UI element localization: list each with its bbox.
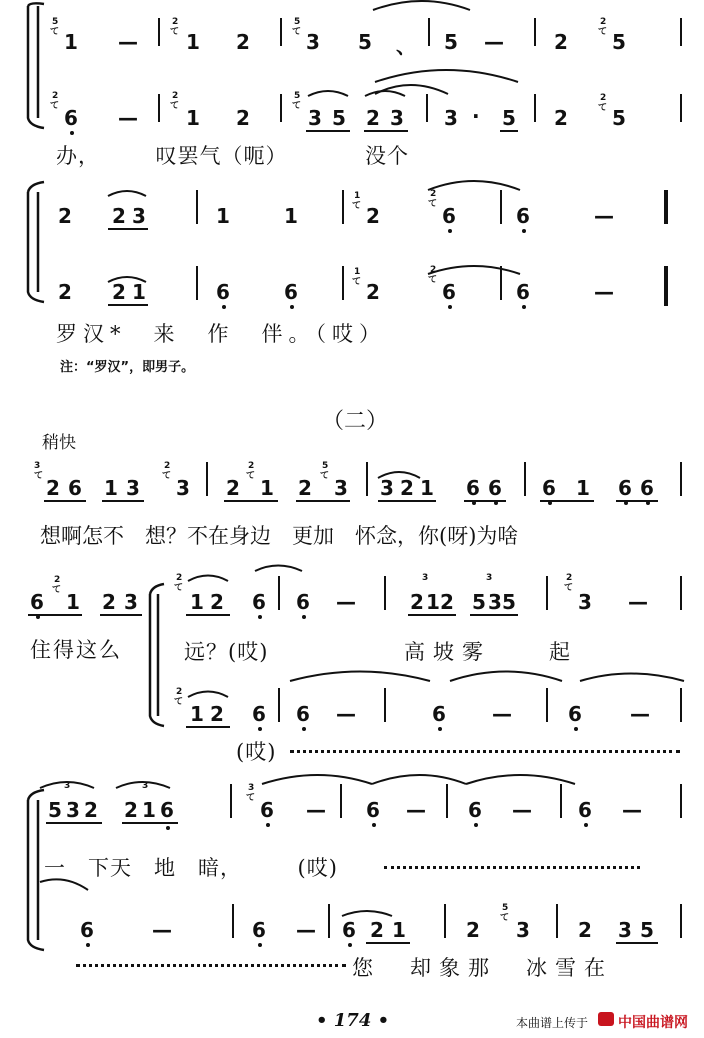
barline [280,94,282,122]
grace-note: 2 [430,265,437,275]
note: 6 [252,702,266,726]
barline [556,904,558,938]
low-dot [348,943,352,947]
dot-mark: · [472,104,480,128]
note: 5 [472,590,486,614]
note: 6 [252,918,266,942]
note: 6 [516,280,530,304]
note: 3 [126,476,140,500]
note: 6 [618,476,632,500]
continuation-dots [290,750,680,753]
lower-lyrics: (哎) [236,740,277,764]
grace-mark: て [500,913,510,923]
upper-lyrics: 远？(哎) [184,640,269,664]
grace-mark: て [292,27,302,37]
grace-mark: て [50,101,60,111]
barline [280,18,282,46]
note: 2 [236,30,250,54]
note: 2 [366,280,380,304]
low-dot [522,229,526,233]
section-title: （二） [322,409,389,434]
note: 2 [58,280,72,304]
note: 6 [466,476,480,500]
note: 6 [516,204,530,228]
note: 6 [432,702,446,726]
note: 6 [468,798,482,822]
note: 1 [392,918,406,942]
low-dot [574,727,578,731]
barline [680,784,682,818]
low-dot [258,727,262,731]
low-dot [448,229,452,233]
underline [100,614,142,616]
low-dot [372,823,376,827]
note: 6 [68,476,82,500]
note: 6 [640,476,654,500]
note: 6 [160,798,174,822]
barline [328,904,330,938]
grace-mark: て [170,101,180,111]
barline [500,266,502,300]
note: 1 [142,798,156,822]
low-dot [448,305,452,309]
low-dot [584,823,588,827]
dash: — [406,798,426,822]
note: 3 [132,204,146,228]
footnote: 注：“罗汉”，即男子。 [60,360,195,375]
low-dot [166,826,170,830]
grace-note: 2 [600,17,607,27]
underline [224,500,278,502]
lead-lyrics: 住得这么 [30,638,122,662]
lyrics-line: 办， 叹罢气（呃） 没个 [56,144,409,168]
note: 2 [210,702,224,726]
note: 3 [618,918,632,942]
low-dot [474,823,478,827]
site-logo-icon [598,1012,614,1026]
underline [108,304,148,306]
barline [278,688,280,722]
barline [428,18,430,46]
grace-note: 5 [502,903,509,913]
note: 2 [58,204,72,228]
low-dot [522,305,526,309]
barline [340,784,342,818]
note: 6 [366,798,380,822]
note: 6 [568,702,582,726]
underline [366,942,410,944]
underline [540,500,594,502]
dash: — [630,702,650,726]
note: 1 [260,476,274,500]
note: 3 [578,590,592,614]
note: 6 [578,798,592,822]
barline [232,904,234,938]
dash: — [152,918,172,942]
note: 1 [576,476,590,500]
grace-note: 2 [430,189,437,199]
barline [560,784,562,818]
note: 2 [400,476,414,500]
barline [196,190,198,224]
underline [102,500,144,502]
dash: — [296,918,316,942]
note: 2 [226,476,240,500]
barline [680,94,682,122]
low-dot [86,943,90,947]
grace-mark: て [598,103,608,113]
grace-mark: て [320,471,330,481]
note: 2 [124,798,138,822]
note: 2 [578,918,592,942]
underline [616,500,658,502]
breath-mark: 、 [396,34,416,58]
barline [680,904,682,938]
grace-note: 2 [52,91,59,101]
note: 1 [186,106,200,130]
low-dot [266,823,270,827]
lyrics-line: 罗汉* 来 作 伴。（哎） [56,322,386,346]
underline [408,614,456,616]
note: 3 [444,106,458,130]
low-dot [290,305,294,309]
underline [500,130,518,132]
note: 3 [516,918,530,942]
note: 2 [236,106,250,130]
barline [384,688,386,722]
note: 6 [64,106,78,130]
barline [444,904,446,938]
note: 5 [332,106,346,130]
triplet-mark: 3 [142,781,149,791]
continuation-dots [76,964,346,967]
barline [680,462,682,496]
note: 6 [252,590,266,614]
note: 3 [66,798,80,822]
underline [108,228,148,230]
underline [186,726,230,728]
low-dot [70,131,74,135]
site-name[interactable]: 中国曲谱网 [618,1015,688,1031]
grace-mark: て [174,583,184,593]
note: 6 [542,476,556,500]
grace-note: 2 [566,573,573,583]
note: 6 [488,476,502,500]
grace-note: 2 [164,461,171,471]
note: 6 [30,590,44,614]
note: 1 [104,476,118,500]
barline [524,462,526,496]
note: 2 [46,476,60,500]
note: 5 [612,30,626,54]
note: 1 [64,30,78,54]
double-barline [664,266,668,306]
barline [342,266,344,300]
note: 5 [640,918,654,942]
grace-note: 3 [248,783,255,793]
note: 1 [284,204,298,228]
note: 6 [342,918,356,942]
grace-mark: て [170,27,180,37]
note: 6 [284,280,298,304]
grace-note: 3 [34,461,41,471]
underline [470,614,518,616]
grace-mark: て [162,471,172,481]
dash: — [594,204,614,228]
grace-mark: て [246,471,256,481]
underline [464,500,506,502]
note: 1 [420,476,434,500]
dash: — [484,30,504,54]
low-dot [222,305,226,309]
upper-lyrics: 一 下天 地 暗， (哎) [44,856,338,880]
grace-note: 2 [600,93,607,103]
note: 6 [442,280,456,304]
note: 5 [444,30,458,54]
grace-note: 1 [354,191,361,201]
upload-note: 本曲谱上传于 [516,1016,589,1030]
barline [546,688,548,722]
barline [680,576,682,610]
lower-lyrics: 您 却象那 冰雪在 [352,956,613,980]
dash: — [594,280,614,304]
underline [296,500,350,502]
grace-mark: て [428,275,438,285]
grace-mark: て [246,793,256,803]
double-barline [664,190,668,224]
note: 6 [442,204,456,228]
note: 3 [488,590,502,614]
note: 2 [112,204,126,228]
note: 2 [554,106,568,130]
low-dot [302,727,306,731]
dash: — [118,30,138,54]
note: 1 [426,590,440,614]
grace-mark: て [598,27,608,37]
note: 2 [554,30,568,54]
note: 5 [48,798,62,822]
barline [426,94,428,122]
note: 1 [186,30,200,54]
grace-note: 5 [322,461,329,471]
barline [230,784,232,818]
note: 6 [296,702,310,726]
grace-mark: て [564,583,574,593]
note: 2 [84,798,98,822]
barline [500,190,502,224]
grace-note: 2 [54,575,61,585]
tempo-marking: 稍快 [42,433,76,453]
grace-note: 2 [176,573,183,583]
note: 1 [216,204,230,228]
dash: — [622,798,642,822]
barline [206,462,208,496]
low-dot [258,943,262,947]
barline [196,266,198,300]
dash: — [118,106,138,130]
note: 3 [308,106,322,130]
underline [122,822,178,824]
note: 1 [132,280,146,304]
grace-mark: て [174,697,184,707]
note: 1 [190,702,204,726]
grace-note: 2 [172,91,179,101]
note: 2 [466,918,480,942]
note: 3 [176,476,190,500]
grace-mark: て [52,585,62,595]
note: 6 [80,918,94,942]
note: 6 [260,798,274,822]
note: 2 [102,590,116,614]
note: 3 [380,476,394,500]
triplet-mark: 3 [64,781,71,791]
note: 1 [190,590,204,614]
lyrics-line: 想啊怎不 想？不在身边 更加 怀念，你(呀)为啥 [40,524,519,548]
note: 6 [216,280,230,304]
barline [278,576,280,610]
barline [546,576,548,610]
underline [28,614,82,616]
note: 3 [334,476,348,500]
dash: — [512,798,532,822]
note: 2 [366,106,380,130]
barline [384,576,386,610]
page-number: • 174 • [316,1010,390,1031]
underline [186,614,230,616]
grace-note: 2 [172,17,179,27]
note: 3 [390,106,404,130]
barline [680,688,682,722]
underline [364,130,408,132]
grace-note: 2 [176,687,183,697]
underline [306,130,350,132]
grace-note: 5 [294,91,301,101]
dash: — [306,798,326,822]
barline [366,462,368,496]
barline [534,94,536,122]
dash: — [336,702,356,726]
triplet-mark: 3 [422,573,429,583]
note: 2 [210,590,224,614]
note: 2 [370,918,384,942]
dash: — [336,590,356,614]
grace-note: 2 [248,461,255,471]
grace-mark: て [352,277,362,287]
grace-note: 5 [294,17,301,27]
triplet-mark: 3 [486,573,493,583]
grace-mark: て [428,199,438,209]
barline [342,190,344,224]
grace-mark: て [292,101,302,111]
note: 2 [410,590,424,614]
grace-note: 1 [354,267,361,277]
note: 5 [502,590,516,614]
dash: — [492,702,512,726]
note: 2 [298,476,312,500]
note: 6 [296,590,310,614]
barline [680,18,682,46]
barline [158,94,160,122]
grace-mark: て [50,27,60,37]
underline [378,500,436,502]
grace-mark: て [352,201,362,211]
continuation-dots [384,866,640,869]
note: 2 [440,590,454,614]
low-dot [302,615,306,619]
barline [158,18,160,46]
grace-note: 5 [52,17,59,27]
note: 3 [306,30,320,54]
note: 5 [358,30,372,54]
low-dot [258,615,262,619]
note: 2 [112,280,126,304]
upper-lyrics: 高坡雾 起 [404,640,578,664]
note: 3 [124,590,138,614]
barline [534,18,536,46]
underline [46,822,102,824]
note: 2 [366,204,380,228]
low-dot [438,727,442,731]
barline [446,784,448,818]
dash: — [628,590,648,614]
underline [44,500,86,502]
underline [616,942,658,944]
note: 5 [612,106,626,130]
note: 1 [66,590,80,614]
note: 5 [502,106,516,130]
grace-mark: て [34,471,44,481]
